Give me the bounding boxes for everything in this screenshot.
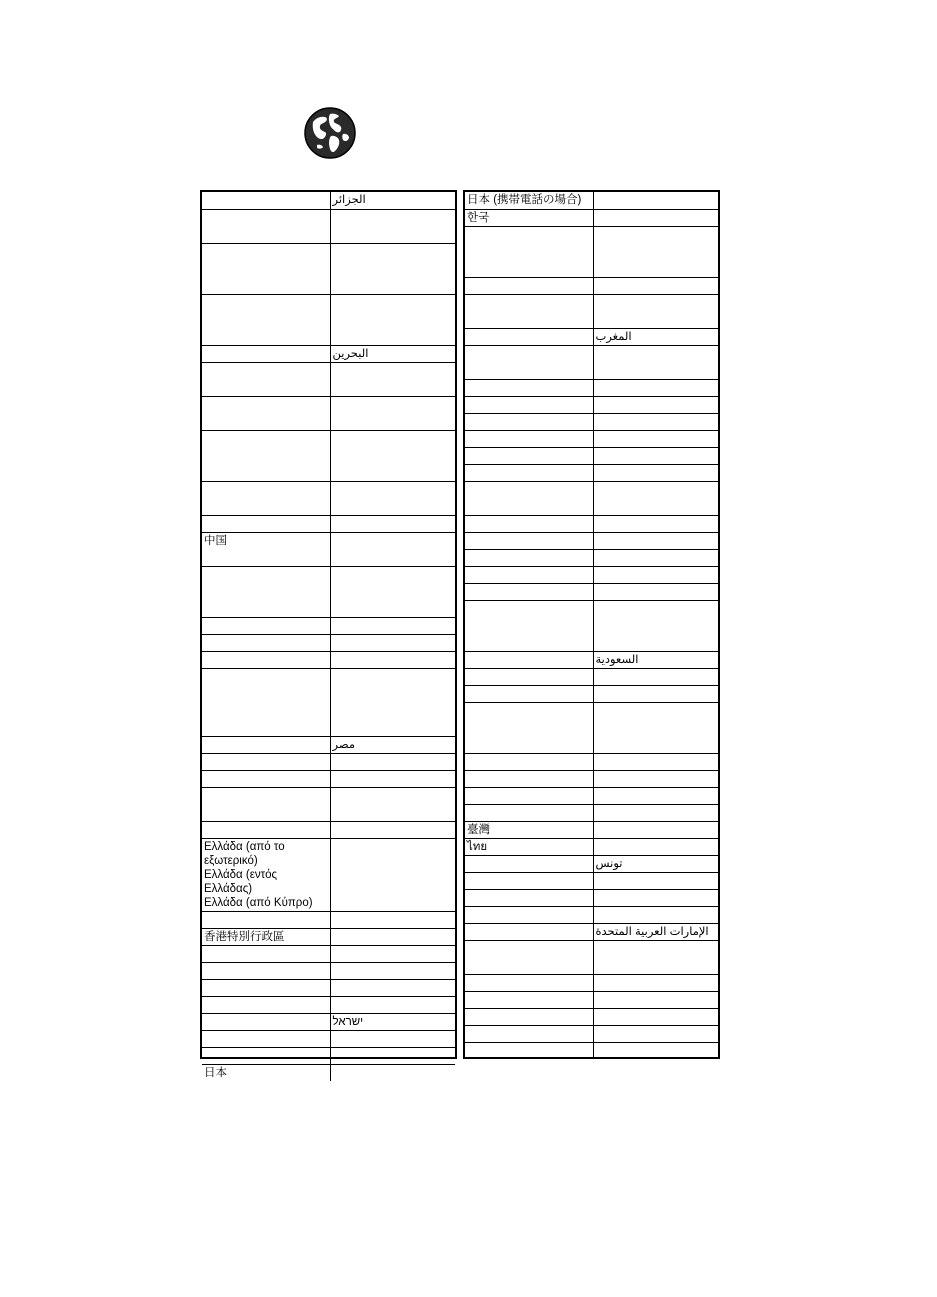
country-cell [465, 668, 593, 685]
country-cell [202, 243, 330, 294]
country-cell [465, 226, 593, 277]
table-row [202, 911, 455, 928]
country-cell [202, 911, 330, 928]
local-name-cell [330, 996, 455, 1013]
local-name-cell [330, 1047, 455, 1064]
country-cell [202, 770, 330, 787]
country-cell [465, 770, 593, 787]
table-row [465, 447, 718, 464]
local-name-cell [330, 668, 455, 736]
local-name-cell [330, 911, 455, 928]
country-cell [202, 396, 330, 430]
table-row [465, 991, 718, 1008]
country-cell [202, 736, 330, 753]
country-cell: 中国 [202, 532, 330, 566]
local-name-cell [593, 770, 718, 787]
table-row [465, 549, 718, 566]
local-name-cell [330, 396, 455, 430]
local-name-cell [593, 974, 718, 991]
country-cell [465, 804, 593, 821]
local-name-cell [330, 770, 455, 787]
country-cell [202, 515, 330, 532]
local-name-cell [593, 413, 718, 430]
table-row [465, 651, 718, 668]
country-cell [202, 1013, 330, 1030]
table-row [465, 906, 718, 923]
country-cell: ไทย [465, 838, 593, 855]
country-cell [465, 685, 593, 702]
table-row [202, 192, 455, 209]
local-name-cell [593, 991, 718, 1008]
local-name-cell: السعودية [593, 651, 718, 668]
table-row [202, 651, 455, 668]
local-name-cell [330, 979, 455, 996]
table-row [202, 1064, 455, 1081]
globe-icon [304, 107, 356, 159]
table-row [465, 872, 718, 889]
country-cell [465, 600, 593, 651]
country-cell [202, 617, 330, 634]
local-name-cell [593, 872, 718, 889]
table-row [465, 702, 718, 753]
table-row [202, 838, 455, 911]
table-row [202, 736, 455, 753]
country-cell [465, 464, 593, 481]
table-row [202, 362, 455, 396]
local-name-cell [593, 345, 718, 379]
local-name-cell [330, 1030, 455, 1047]
table-row [202, 945, 455, 962]
country-cell [465, 651, 593, 668]
local-name-cell [593, 668, 718, 685]
local-name-cell [330, 209, 455, 243]
local-name-cell [330, 821, 455, 838]
table-row [465, 430, 718, 447]
country-cell [465, 328, 593, 345]
country-cell: 臺灣 [465, 821, 593, 838]
local-name-cell [593, 1042, 718, 1059]
country-cell [202, 430, 330, 481]
local-name-cell [593, 685, 718, 702]
table-row [465, 413, 718, 430]
local-name-cell [593, 549, 718, 566]
table-row [202, 1013, 455, 1030]
country-cell [202, 566, 330, 617]
country-cell [465, 906, 593, 923]
country-cell [465, 940, 593, 974]
local-name-cell [593, 583, 718, 600]
table-row [465, 277, 718, 294]
local-name-cell [593, 940, 718, 974]
local-name-cell [593, 566, 718, 583]
country-cell: Ελλάδα (από το εξωτερικό) Ελλάδα (εντός Ελλάδας) Ελλάδα (από Κύπρο) [202, 838, 330, 911]
table-row [202, 962, 455, 979]
table-row [465, 379, 718, 396]
local-name-cell [330, 294, 455, 345]
table-row [465, 668, 718, 685]
local-name-cell [330, 753, 455, 770]
country-cell [465, 991, 593, 1008]
table-row [202, 515, 455, 532]
local-name-cell [593, 787, 718, 804]
table-row [202, 1030, 455, 1047]
local-name-cell [593, 821, 718, 838]
table-row [202, 396, 455, 430]
table-row [465, 685, 718, 702]
local-name-cell: تونس [593, 855, 718, 872]
local-name-cell [330, 362, 455, 396]
country-cell [465, 413, 593, 430]
local-name-cell [330, 962, 455, 979]
country-cell [465, 872, 593, 889]
country-cell [202, 192, 330, 209]
table-row [465, 600, 718, 651]
table-row [465, 1008, 718, 1025]
table-row [202, 996, 455, 1013]
country-cell [202, 753, 330, 770]
country-cell [465, 855, 593, 872]
table-row [465, 532, 718, 549]
country-cell [465, 294, 593, 328]
local-name-cell [593, 906, 718, 923]
country-cell [202, 668, 330, 736]
table-row [202, 209, 455, 243]
table-row [202, 532, 455, 566]
table-row [202, 787, 455, 821]
local-name-cell: البحرين [330, 345, 455, 362]
local-name-cell [593, 702, 718, 753]
table-row [202, 634, 455, 651]
local-name-cell [593, 481, 718, 515]
table-row [465, 889, 718, 906]
country-cell [465, 1008, 593, 1025]
local-name-cell [330, 515, 455, 532]
local-name-cell [593, 1008, 718, 1025]
local-name-cell [593, 515, 718, 532]
local-name-cell: ישראל [330, 1013, 455, 1030]
table-row [465, 1025, 718, 1042]
country-cell [465, 702, 593, 753]
country-cell [465, 1025, 593, 1042]
local-name-cell [593, 600, 718, 651]
table-row [465, 804, 718, 821]
table-row [202, 1047, 455, 1064]
table-row [465, 396, 718, 413]
country-cell [465, 345, 593, 379]
local-name-cell [330, 566, 455, 617]
table-row [465, 770, 718, 787]
country-cell [202, 945, 330, 962]
table-row [202, 770, 455, 787]
country-cell [202, 821, 330, 838]
country-cell [202, 345, 330, 362]
local-name-cell [593, 889, 718, 906]
table-row [202, 821, 455, 838]
table-row [465, 481, 718, 515]
table-row [465, 192, 718, 209]
table-row [465, 923, 718, 940]
local-name-cell [330, 481, 455, 515]
country-cell [202, 1047, 330, 1064]
table-row [202, 430, 455, 481]
local-name-cell [593, 396, 718, 413]
left-country-table [200, 190, 457, 1079]
country-cell [465, 566, 593, 583]
table-row [465, 1042, 718, 1059]
country-cell: 日本 (携帯電話の場合) [465, 192, 593, 209]
country-cell [465, 974, 593, 991]
table-row [202, 481, 455, 515]
table-row [202, 566, 455, 617]
local-name-cell [593, 294, 718, 328]
local-name-cell [330, 651, 455, 668]
table-row [202, 617, 455, 634]
local-name-cell [330, 787, 455, 821]
local-name-cell [593, 464, 718, 481]
country-cell [202, 362, 330, 396]
country-cell [465, 430, 593, 447]
local-name-cell [330, 430, 455, 481]
local-name-cell [330, 243, 455, 294]
country-cell [202, 294, 330, 345]
local-name-cell [330, 838, 455, 911]
table-row [202, 243, 455, 294]
table-row [465, 345, 718, 379]
table-row [202, 345, 455, 362]
country-cell [465, 277, 593, 294]
country-cell [465, 923, 593, 940]
country-cell [202, 651, 330, 668]
local-name-cell [593, 192, 718, 209]
country-cell [465, 889, 593, 906]
country-cell [465, 515, 593, 532]
local-name-cell [593, 532, 718, 549]
right-country-table [463, 190, 720, 1059]
local-name-cell [330, 634, 455, 651]
local-name-cell [330, 617, 455, 634]
country-cell [202, 787, 330, 821]
table-row [465, 583, 718, 600]
country-cell [202, 634, 330, 651]
table-row [465, 464, 718, 481]
country-cell [202, 996, 330, 1013]
country-cell [465, 549, 593, 566]
local-name-cell [330, 1064, 455, 1081]
local-name-cell [330, 945, 455, 962]
country-cell: 香港特別行政區 [202, 928, 330, 945]
table-row [465, 515, 718, 532]
table-row [465, 838, 718, 855]
local-name-cell: الجزائر [330, 192, 455, 209]
country-cell [202, 481, 330, 515]
table-row [465, 566, 718, 583]
table-row [465, 226, 718, 277]
local-name-cell [593, 379, 718, 396]
country-cell [202, 209, 330, 243]
table-row [465, 328, 718, 345]
local-name-cell [593, 447, 718, 464]
country-cell [465, 481, 593, 515]
country-cell: 日本 [202, 1064, 330, 1081]
table-row [465, 294, 718, 328]
country-cell [465, 787, 593, 804]
table-row [465, 753, 718, 770]
country-cell: 한국 [465, 209, 593, 226]
table-row [465, 787, 718, 804]
local-name-cell [593, 838, 718, 855]
local-name-cell [593, 209, 718, 226]
table-row [465, 855, 718, 872]
country-cell [465, 447, 593, 464]
table-row [202, 979, 455, 996]
table-row [465, 209, 718, 226]
local-name-cell [330, 532, 455, 566]
country-cell [202, 1030, 330, 1047]
country-cell [465, 379, 593, 396]
country-cell [465, 753, 593, 770]
local-name-cell [330, 928, 455, 945]
table-row [465, 821, 718, 838]
country-cell [465, 1042, 593, 1059]
local-name-cell [593, 1025, 718, 1042]
table-row [465, 940, 718, 974]
country-cell [202, 962, 330, 979]
local-name-cell [593, 430, 718, 447]
local-name-cell [593, 226, 718, 277]
country-cell [465, 583, 593, 600]
country-cell [465, 396, 593, 413]
table-row [202, 753, 455, 770]
table-row [202, 668, 455, 736]
table-row [202, 294, 455, 345]
local-name-cell: المغرب [593, 328, 718, 345]
table-row [202, 928, 455, 945]
local-name-cell: مصر [330, 736, 455, 753]
local-name-cell: الإمارات العربية المتحدة [593, 923, 718, 940]
local-name-cell [593, 804, 718, 821]
country-cell [202, 979, 330, 996]
local-name-cell [593, 277, 718, 294]
table-row [465, 974, 718, 991]
country-cell [465, 532, 593, 549]
local-name-cell [593, 753, 718, 770]
